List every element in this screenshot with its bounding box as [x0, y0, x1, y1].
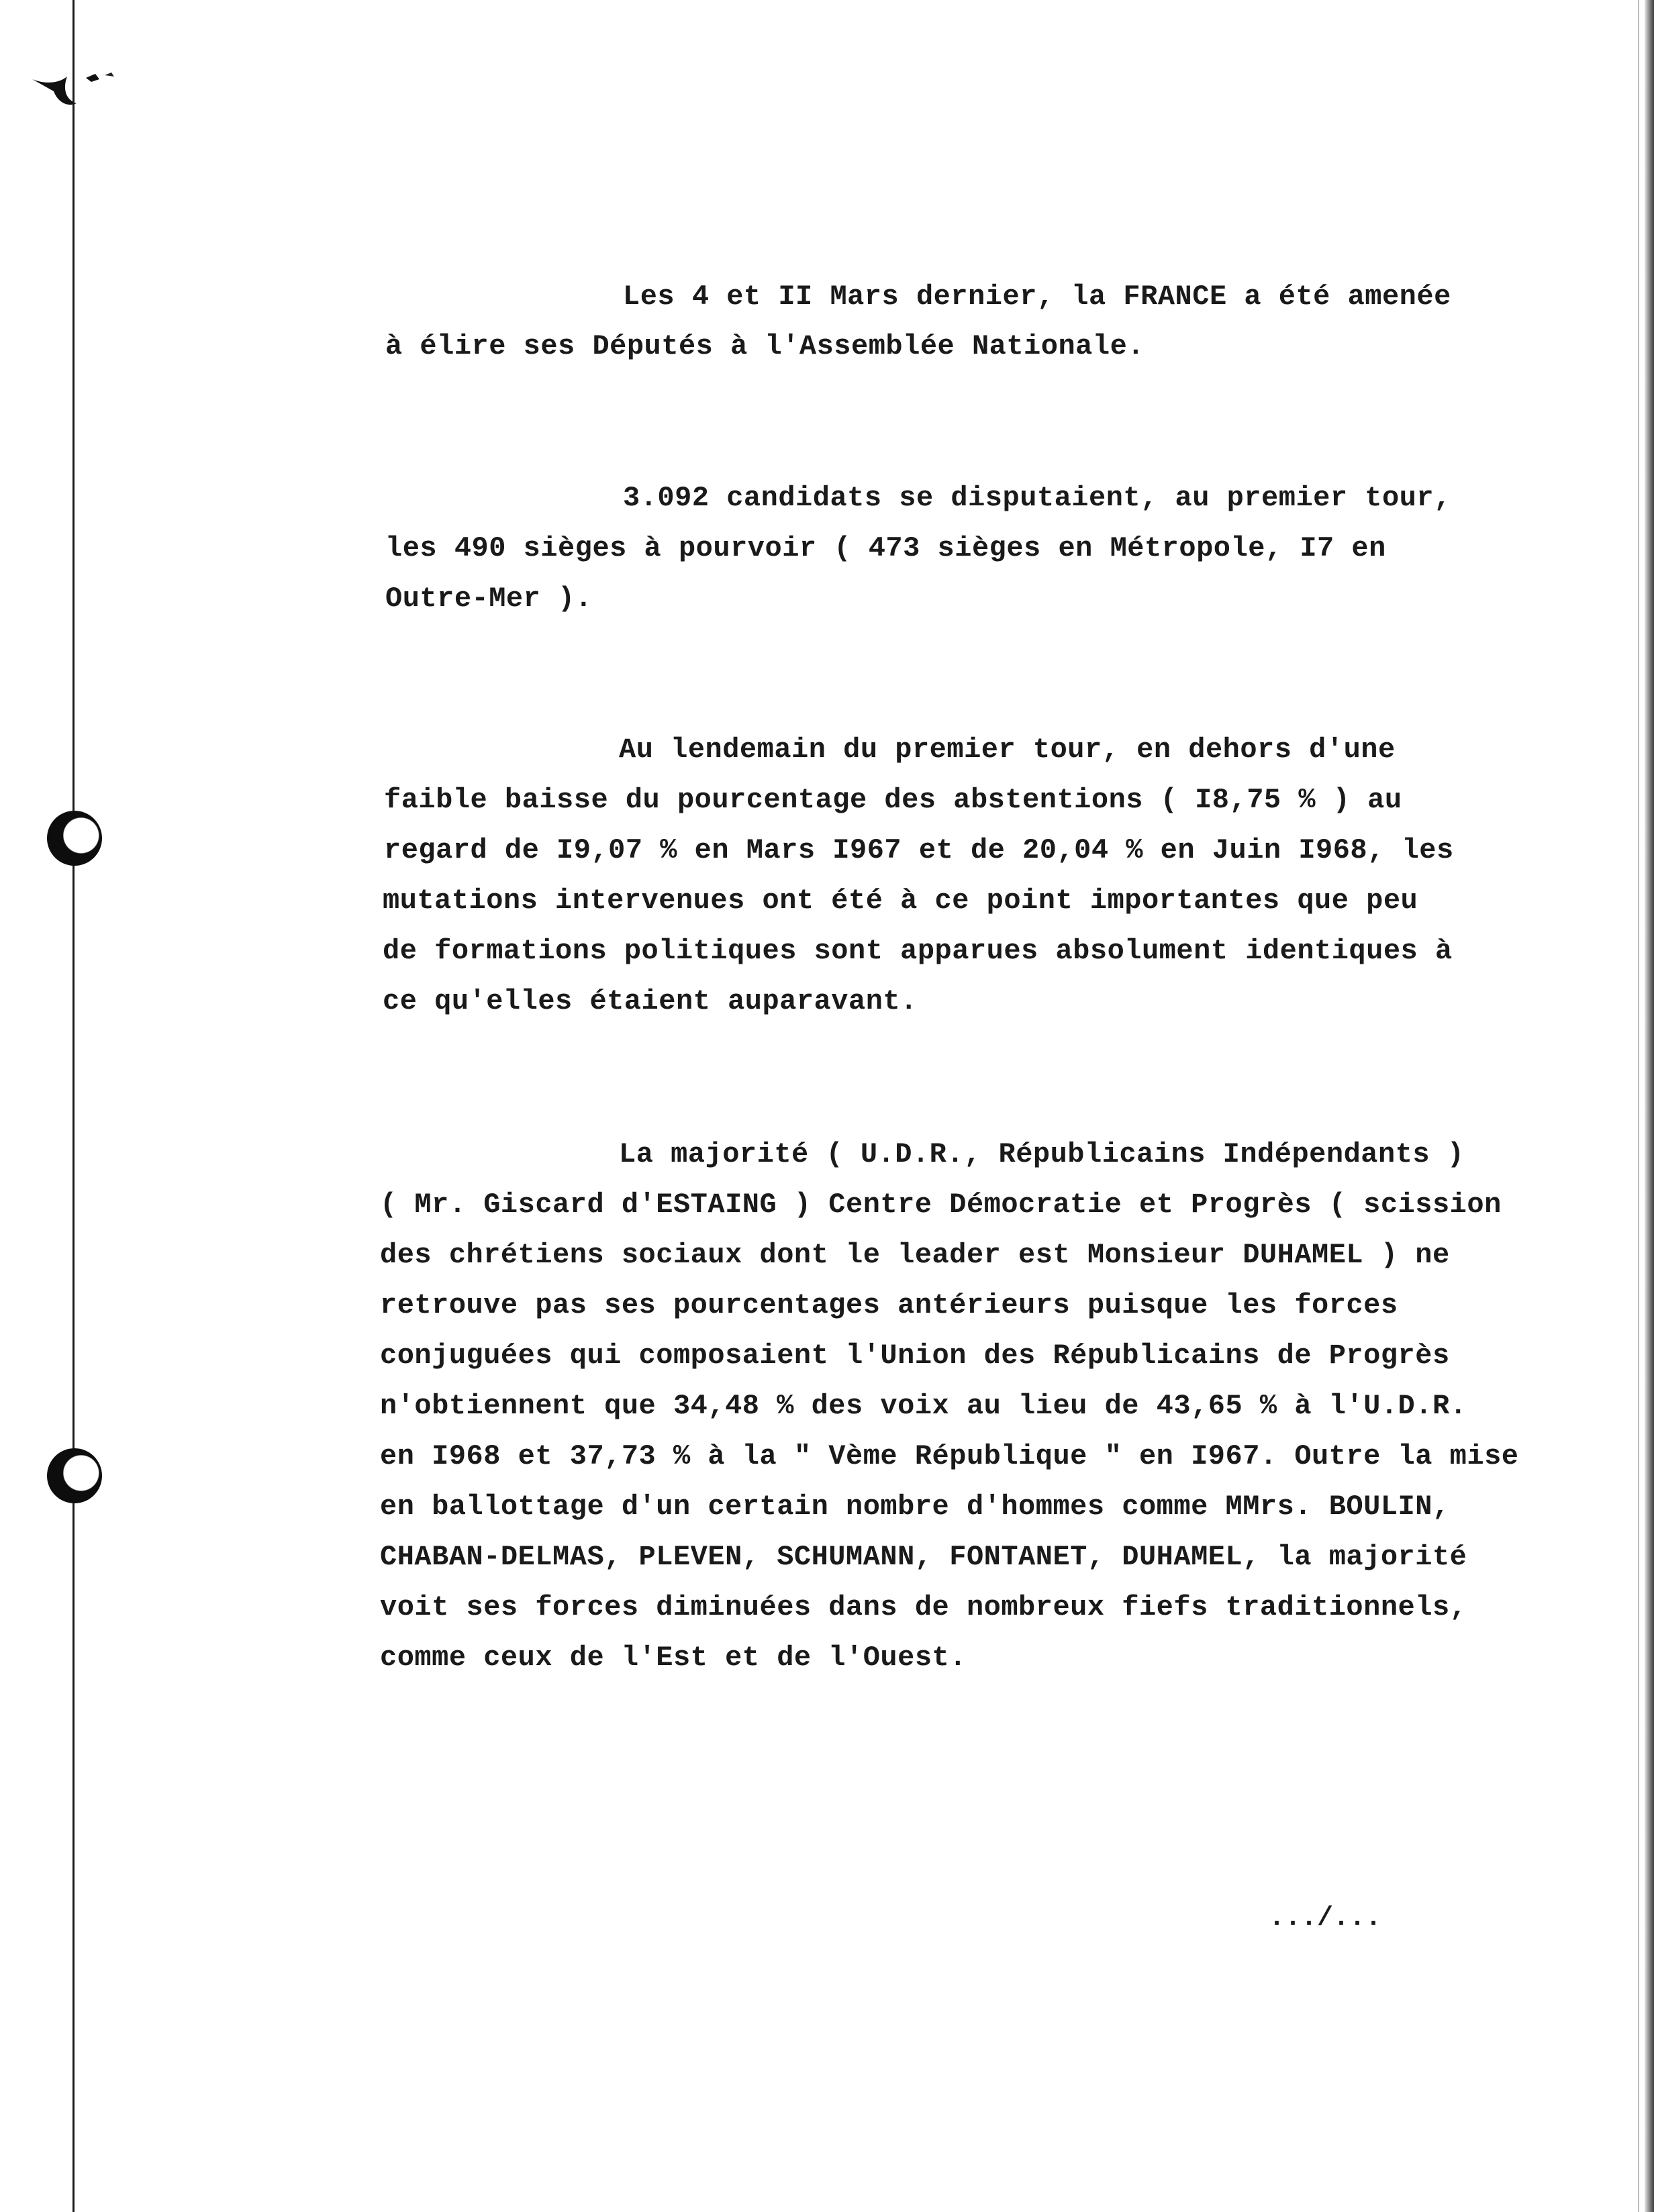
scan-edge-shadow	[1645, 0, 1654, 2212]
paragraph-4-line-8: en ballottage d'un certain nombre d'hommes comme MMrs. BOULIN,	[380, 1491, 1450, 1523]
paragraph-3-line-2: faible baisse du pourcentage des abstentions ( I8,75 % ) au	[384, 784, 1402, 816]
paragraph-4-line-3: des chrétiens sociaux dont le leader est Monsieur DUHAMEL ) ne	[380, 1239, 1450, 1271]
paragraph-3-line-5: de formations politiques sont apparues absolument identiques à	[383, 935, 1453, 967]
paragraph-2-line-3: Outre-Mer ).	[385, 583, 593, 615]
paragraph-4-line-9: CHABAN-DELMAS, PLEVEN, SCHUMANN, FONTANET, DUHAMEL, la majorité	[380, 1541, 1467, 1573]
corner-ink-mark	[26, 64, 126, 118]
scan-edge-line	[1638, 0, 1639, 2212]
binder-margin-line	[72, 0, 75, 2212]
paragraph-2-line-1: 3.092 candidats se disputaient, au premier tour,	[623, 482, 1451, 514]
paragraph-3-line-3: regard de I9,07 % en Mars I967 et de 20,04 % en Juin I968, les	[384, 834, 1454, 866]
paragraph-4-line-11: comme ceux de l'Est et de l'Ouest.	[380, 1642, 967, 1674]
paragraph-4-line-7: en I968 et 37,73 % à la " Vème République " en I967. Outre la mise	[380, 1440, 1519, 1472]
paragraph-4-line-5: conjuguées qui composaient l'Union des Républicains de Progrès	[380, 1340, 1450, 1372]
paragraph-4-line-10: voit ses forces diminuées dans de nombreux fiefs traditionnels,	[380, 1591, 1467, 1623]
page-continuation-mark: .../...	[1269, 1903, 1382, 1933]
paragraph-4-line-1: La majorité ( U.D.R., Républicains Indépendants )	[619, 1138, 1465, 1170]
paragraph-3-line-1: Au lendemain du premier tour, en dehors d'une	[619, 734, 1396, 766]
paragraph-3-line-6: ce qu'elles étaient auparavant.	[383, 985, 918, 1017]
paragraph-4-line-6: n'obtiennent que 34,48 % des voix au lieu de 43,65 % à l'U.D.R.	[380, 1390, 1467, 1422]
punch-hole	[47, 811, 102, 866]
paragraph-4-line-4: retrouve pas ses pourcentages antérieurs puisque les forces	[380, 1289, 1398, 1321]
paragraph-3-line-4: mutations intervenues ont été à ce point importantes que peu	[383, 885, 1418, 917]
paragraph-1-line-1: Les 4 et II Mars dernier, la FRANCE a été amenée	[623, 281, 1451, 313]
punch-hole	[47, 1448, 102, 1503]
paragraph-4-line-2: ( Mr. Giscard d'ESTAING ) Centre Démocratie et Progrès ( scission	[380, 1189, 1502, 1221]
paragraph-2-line-2: les 490 sièges à pourvoir ( 473 sièges en Métropole, I7 en	[385, 532, 1386, 564]
paragraph-1-line-2: à élire ses Députés à l'Assemblée Nationale.	[385, 330, 1145, 362]
